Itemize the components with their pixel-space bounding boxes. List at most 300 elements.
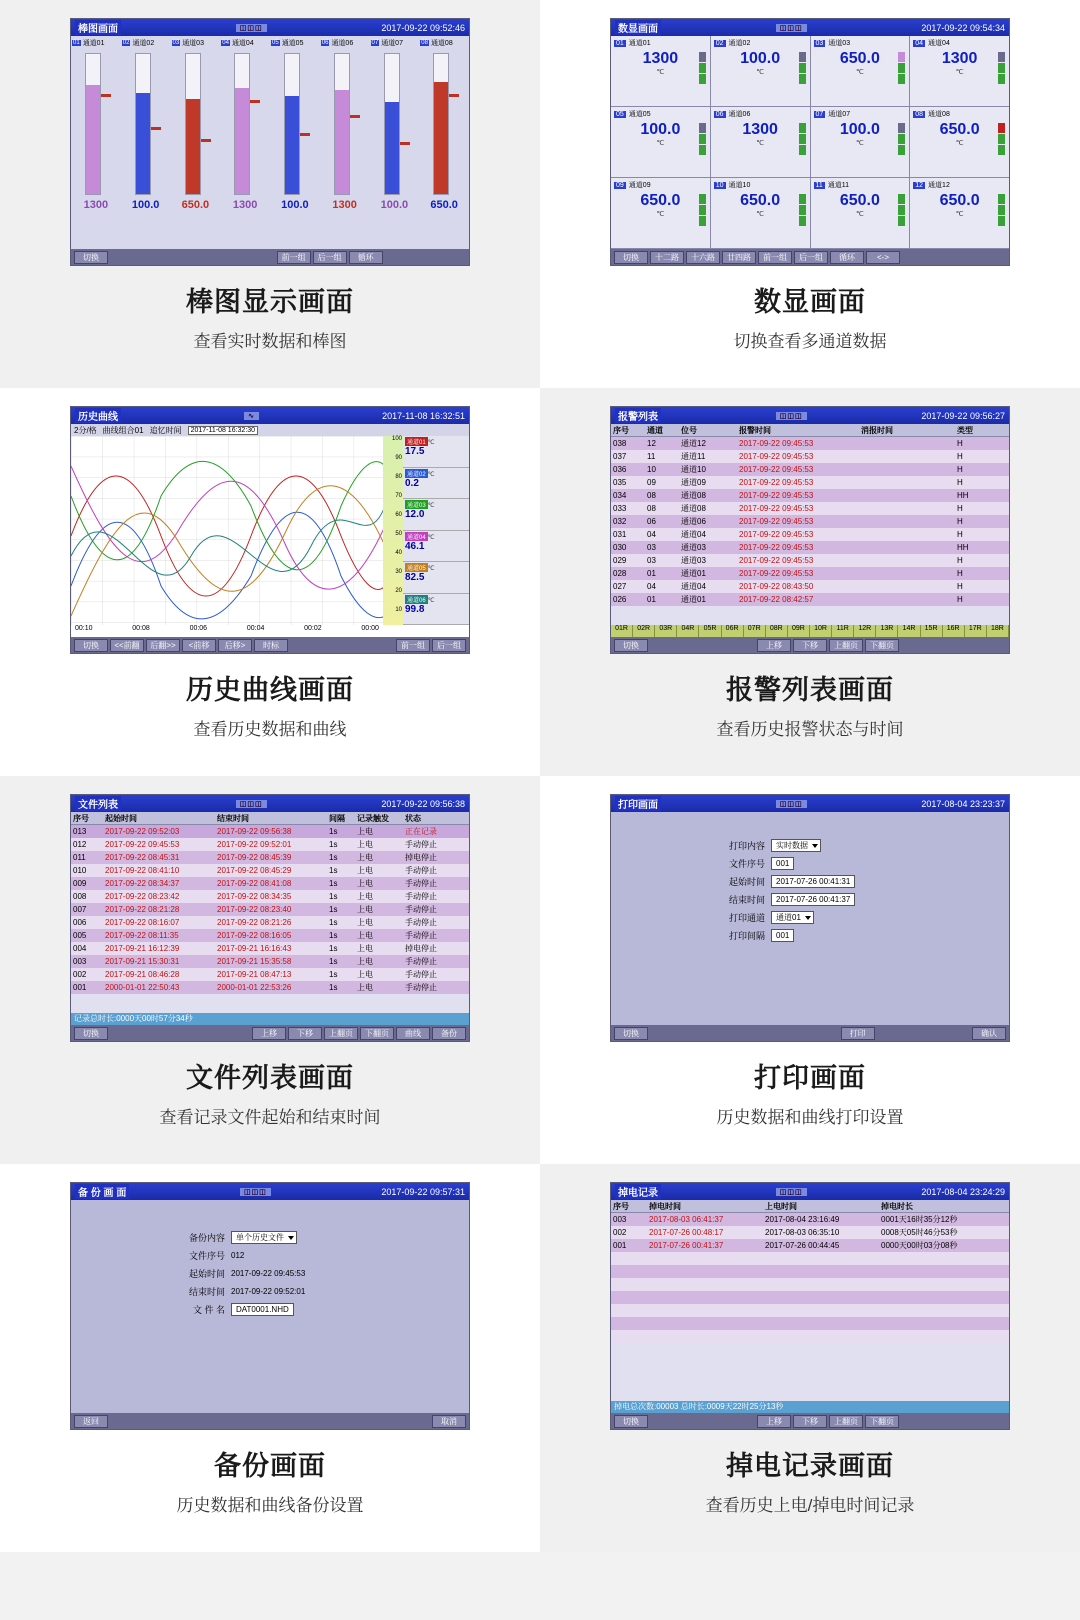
bottom-button-1[interactable]: 切换 <box>614 251 648 264</box>
bar-track <box>433 53 449 195</box>
table-cell: 2017-09-22 09:45:53 <box>739 439 814 448</box>
channel-name: 通道04 <box>231 39 254 47</box>
channel-values <box>71 199 469 215</box>
table-row[interactable] <box>611 450 1009 463</box>
bottom-button-6[interactable]: 后一组 <box>794 251 828 264</box>
table-row[interactable] <box>611 580 1009 593</box>
channel-name: 通道06 <box>728 111 751 118</box>
signal-icon: ◫◫◫ <box>776 412 807 420</box>
table-cell: 003 <box>613 1215 627 1224</box>
scale-tick: 90 <box>395 455 402 461</box>
table-row[interactable] <box>71 877 469 890</box>
form-value[interactable]: 2017-07-26 00:41:31 <box>771 875 855 888</box>
table-row[interactable] <box>71 851 469 864</box>
form-value[interactable]: 001 <box>771 857 794 870</box>
bottom-button-1[interactable]: 返回 <box>74 1415 108 1428</box>
table-cell: 通道12 <box>681 439 706 448</box>
table-row[interactable] <box>611 541 1009 554</box>
channel-unit: ℃ <box>656 140 665 147</box>
bottom-button-4[interactable]: 前一组 <box>277 251 311 264</box>
table-cell: 011 <box>73 853 86 862</box>
legend-value: 46.1 <box>405 540 425 552</box>
table-cell: 2017-09-22 08:11:35 <box>105 931 179 940</box>
form-value[interactable]: 2017-07-26 00:41:37 <box>771 893 855 906</box>
datetime: 2017-09-22 09:52:46 <box>381 22 465 33</box>
table-cell: 2017-09-22 09:45:53 <box>739 465 814 474</box>
table-row[interactable] <box>611 489 1009 502</box>
form-label: 备份内容 <box>188 1233 225 1243</box>
channel-number: 03 <box>815 39 824 47</box>
table-row[interactable] <box>611 502 1009 515</box>
screen-title: 历史曲线 <box>75 408 121 423</box>
table-cell: 2017-09-22 08:34:37 <box>105 879 180 888</box>
table-row-empty <box>611 1330 1009 1343</box>
table-cell: 通道03 <box>681 543 706 552</box>
table-cell: 03 <box>647 556 656 565</box>
legend-item[interactable] <box>403 531 469 563</box>
table-cell: 002 <box>73 970 87 979</box>
channel-name: 通道02 <box>728 40 751 47</box>
page-tab[interactable]: 15R <box>921 625 943 637</box>
channel-name: 通道07 <box>828 111 851 118</box>
table-cell: 002 <box>613 1228 627 1237</box>
form-value: 012 <box>231 1251 245 1260</box>
titlebar <box>611 1183 1009 1200</box>
table-cell: 007 <box>73 905 87 914</box>
button-bar[interactable] <box>71 1025 469 1041</box>
level-indicator <box>898 194 905 226</box>
column-header: 起始时间 <box>105 813 137 823</box>
bottom-button-4[interactable]: 下移 <box>288 1027 322 1040</box>
channel-name: 通道05 <box>281 39 304 47</box>
table-cell: 1s <box>329 970 338 979</box>
bar-setpoint-marker <box>400 142 410 145</box>
table-cell: 2017-09-22 08:16:07 <box>105 918 180 927</box>
table-cell: 2017-09-22 09:52:01 <box>217 840 292 849</box>
legend-value: 17.5 <box>405 446 425 457</box>
table-cell: 2017-09-22 09:45:53 <box>739 517 814 526</box>
bottom-button-5[interactable]: 前一组 <box>758 251 792 264</box>
page-tab[interactable]: 17R <box>965 625 987 637</box>
table-row[interactable] <box>611 476 1009 489</box>
digital-cell[interactable] <box>910 36 1009 106</box>
table-cell: 1s <box>329 918 338 927</box>
form-label: 文件序号 <box>188 1251 225 1261</box>
caption-subtitle: 历史数据和曲线备份设置 <box>176 1496 364 1515</box>
channel-number: 08 <box>915 110 924 118</box>
table-cell: 2017-09-21 15:35:58 <box>217 957 292 966</box>
digital-cell[interactable] <box>611 178 711 248</box>
bottom-button-4[interactable]: 下移 <box>793 639 827 652</box>
button-bar[interactable] <box>71 249 469 265</box>
cell-header <box>913 109 1006 119</box>
button-bar[interactable] <box>611 637 1009 653</box>
scale-tick: 40 <box>395 550 402 556</box>
table-cell: 2017-07-26 00:48:17 <box>649 1228 724 1237</box>
bottom-button-5[interactable]: 后移> <box>218 639 252 652</box>
channel-number: 01 <box>73 39 80 46</box>
page-tab[interactable]: 12R <box>854 625 876 637</box>
legend-item[interactable] <box>403 468 469 500</box>
bottom-button-5[interactable]: 上翻页 <box>829 639 863 652</box>
bottom-button-4[interactable]: 打印 <box>841 1027 875 1040</box>
screen-print <box>610 794 1010 1042</box>
digital-cell[interactable] <box>611 107 711 177</box>
button-bar[interactable] <box>71 1413 469 1429</box>
scale-tick: 100 <box>391 436 402 442</box>
table-cell: 012 <box>73 840 87 849</box>
bottom-button-6[interactable]: 下翻页 <box>360 1027 394 1040</box>
digital-cell[interactable] <box>711 36 811 106</box>
table-row[interactable] <box>71 981 469 994</box>
caption-subtitle: 查看历史数据和曲线 <box>193 720 347 739</box>
table-row[interactable] <box>71 942 469 955</box>
table-cell: 1s <box>329 905 338 914</box>
channel-name: 通道12 <box>928 182 950 189</box>
channel-number: 06 <box>321 39 329 46</box>
form-value[interactable]: 单个历史文件 <box>231 1231 297 1244</box>
bar-area <box>71 49 469 199</box>
legend-item[interactable] <box>403 594 469 626</box>
bottom-button-5[interactable]: 后一组 <box>313 251 347 264</box>
bottom-button-3[interactable]: 上移 <box>757 639 791 652</box>
table-cell: H <box>957 439 963 448</box>
table-row[interactable] <box>611 463 1009 476</box>
level-indicator <box>998 123 1005 155</box>
table-cell: 手动停止 <box>405 957 437 966</box>
level-indicator <box>699 194 706 226</box>
button-bar[interactable] <box>71 637 469 653</box>
caption <box>540 280 1080 352</box>
table-cell: 2000-01-01 22:53:26 <box>217 983 292 992</box>
form-value[interactable]: 通道01 <box>771 911 814 924</box>
page-tab[interactable]: 18R <box>987 625 1009 637</box>
bar-fill <box>86 85 100 194</box>
titlebar <box>611 407 1009 424</box>
bottom-button-1[interactable]: 切换 <box>614 1415 648 1428</box>
bottom-button-3[interactable]: 后翻>> <box>146 639 180 652</box>
caption-subtitle: 查看记录文件起始和结束时间 <box>159 1108 381 1127</box>
table-row[interactable] <box>611 515 1009 528</box>
scale-tick: 20 <box>395 588 402 594</box>
screen-digital-display <box>610 18 1010 266</box>
page-tab[interactable]: 09R <box>788 625 810 637</box>
page-tab[interactable]: 05R <box>699 625 721 637</box>
curve-legend-panel <box>383 436 469 625</box>
bottom-button-6[interactable]: 确认 <box>972 1027 1006 1040</box>
form-label: 起始时间 <box>728 877 765 887</box>
screen-title: 棒图画面 <box>75 20 121 35</box>
form-value[interactable]: 001 <box>771 929 794 942</box>
table-row[interactable] <box>71 864 469 877</box>
form-row <box>163 1285 469 1298</box>
caption-title: 棒图显示画面 <box>186 287 354 317</box>
card-backup-screen <box>0 1164 540 1552</box>
digital-cell[interactable] <box>711 178 811 248</box>
column-header: 通道 <box>647 425 663 435</box>
form-value: 2017-09-22 09:52:01 <box>231 1287 306 1296</box>
signal-icon: ◫◫◫ <box>776 24 807 32</box>
bottom-button-1[interactable]: 切换 <box>74 639 108 652</box>
column-header: 掉电时长 <box>881 1201 913 1211</box>
column-header: 消报时间 <box>861 425 893 435</box>
bar-column <box>121 49 171 199</box>
table-cell: 2017-09-22 09:45:53 <box>739 491 814 500</box>
scale-tick: 80 <box>395 474 402 480</box>
table-row[interactable] <box>611 593 1009 606</box>
bottom-button-6[interactable]: 时标 <box>254 639 288 652</box>
page-tabs[interactable] <box>611 625 1009 637</box>
table-cell: 手动停止 <box>405 905 437 914</box>
table-row[interactable] <box>611 437 1009 450</box>
page-tab[interactable]: 10R <box>810 625 832 637</box>
table-cell: HH <box>957 491 969 500</box>
table-row[interactable] <box>611 554 1009 567</box>
titlebar <box>611 19 1009 36</box>
x-tick: 00:06 <box>189 625 208 632</box>
table-cell: 001 <box>73 983 87 992</box>
bottom-button-6[interactable]: 下翻页 <box>865 1415 899 1428</box>
legend-item[interactable] <box>403 436 469 468</box>
table-cell: 通道04 <box>681 582 706 591</box>
digital-cell[interactable] <box>711 107 811 177</box>
digital-cell[interactable] <box>811 107 911 177</box>
bar-track <box>135 53 151 195</box>
table-row[interactable] <box>611 528 1009 541</box>
bar-fill <box>385 102 399 194</box>
column-header: 序号 <box>613 425 629 435</box>
table-row[interactable] <box>71 890 469 903</box>
table-cell: H <box>957 582 963 591</box>
digital-cell[interactable] <box>811 178 911 248</box>
table-header <box>611 1200 1009 1213</box>
bar-fill <box>285 96 299 194</box>
table-cell: 2017-09-22 08:23:40 <box>217 905 292 914</box>
page-tab[interactable]: 13R <box>876 625 898 637</box>
page-tab[interactable]: 07R <box>744 625 766 637</box>
table-cell: 12 <box>647 439 656 448</box>
table-cell: 11 <box>647 452 656 461</box>
bottom-button-7[interactable]: 循环 <box>830 251 864 264</box>
channel-number: 05 <box>616 110 624 118</box>
table-cell: 2017-09-21 08:47:13 <box>217 970 292 979</box>
legend-item[interactable] <box>403 562 469 594</box>
table-cell: 038 <box>613 439 627 448</box>
table-cell: 2017-09-22 08:16:05 <box>217 931 292 940</box>
bottom-button-1[interactable]: 切换 <box>614 639 648 652</box>
table-cell: 03 <box>647 543 656 552</box>
legend-unit: ℃ <box>427 471 435 478</box>
screen-title: 文件列表 <box>75 796 121 811</box>
titlebar <box>71 1183 469 1200</box>
bottom-button-8[interactable]: 备份 <box>432 1027 466 1040</box>
channel-name: 通道02 <box>132 39 155 47</box>
level-indicator <box>699 123 706 155</box>
table-cell: 06 <box>647 517 656 526</box>
channel-value: 650.0 <box>640 192 681 209</box>
bar-column <box>220 49 270 199</box>
x-tick: 00:00 <box>361 625 379 632</box>
table-row[interactable] <box>71 903 469 916</box>
table-row[interactable] <box>611 1226 1009 1239</box>
form-value: 2017-09-22 09:45:53 <box>231 1269 306 1278</box>
bottom-button-3[interactable]: 上移 <box>757 1415 791 1428</box>
table-row[interactable] <box>71 955 469 968</box>
form-row <box>163 1303 469 1316</box>
column-header: 报警时间 <box>739 425 771 435</box>
channel-number: 04 <box>222 39 229 46</box>
bottom-button-6[interactable]: 下翻页 <box>865 639 899 652</box>
table-cell: 08 <box>647 491 656 500</box>
recall-time-field[interactable]: 2017-11-08 16:32:30 <box>188 426 258 435</box>
table-row[interactable] <box>71 838 469 851</box>
legend-unit: ℃ <box>427 566 435 572</box>
digital-cell[interactable] <box>611 36 711 106</box>
table-cell: 008 <box>73 892 87 901</box>
bottom-button-1[interactable]: 切换 <box>74 251 108 264</box>
bottom-button-4[interactable]: 廿四路 <box>722 251 756 264</box>
table-cell: 上电 <box>357 892 373 901</box>
bottom-button-4[interactable]: 下移 <box>793 1415 827 1428</box>
table-cell: 037 <box>613 452 627 461</box>
bar-track <box>185 53 201 195</box>
table-cell: 上电 <box>357 840 373 849</box>
datetime: 2017-09-22 09:54:34 <box>921 22 1005 33</box>
x-tick: 00:08 <box>132 625 150 632</box>
table-cell: 2017-09-22 09:45:53 <box>739 504 814 513</box>
bottom-button-2[interactable]: 十二路 <box>650 251 684 264</box>
bottom-button-1[interactable]: 切换 <box>614 1027 648 1040</box>
table-cell: 2017-08-04 23:16:49 <box>765 1215 840 1224</box>
bottom-button-6[interactable]: 取消 <box>432 1415 466 1428</box>
bottom-button-5[interactable]: 上翻页 <box>829 1415 863 1428</box>
table-cell: 2017-09-22 08:45:29 <box>217 866 292 875</box>
bottom-button-1[interactable]: 切换 <box>74 1027 108 1040</box>
bottom-button-8[interactable]: <-> <box>866 251 900 264</box>
bar-fill <box>186 99 200 194</box>
card-digital-display <box>540 0 1080 388</box>
page-tab[interactable]: 08R <box>766 625 788 637</box>
cell-header <box>913 180 1006 190</box>
x-tick: 00:04 <box>246 625 265 632</box>
bar-track <box>334 53 350 195</box>
channel-number: 02 <box>122 39 130 46</box>
bar-column <box>370 49 420 199</box>
bottom-button-2[interactable]: <<前翻 <box>110 639 144 652</box>
button-bar[interactable] <box>611 1025 1009 1041</box>
screen-bar-graph <box>70 18 470 266</box>
table-cell: 掉电停止 <box>405 853 437 862</box>
button-bar[interactable] <box>611 249 1009 265</box>
digital-body <box>611 36 1009 249</box>
page-tab[interactable]: 14R <box>898 625 920 637</box>
page-tab[interactable]: 06R <box>722 625 744 637</box>
channel-name: 通道03 <box>828 40 851 47</box>
channel-unit: ℃ <box>656 69 665 76</box>
bar-channel-header <box>270 36 320 49</box>
level-indicator <box>799 123 806 155</box>
bar-setpoint-marker <box>101 94 111 97</box>
page-tab[interactable]: 02R <box>633 625 655 637</box>
page-tab[interactable]: 04R <box>677 625 699 637</box>
page-tab[interactable]: 11R <box>832 625 854 637</box>
bottom-button-3[interactable]: 十六路 <box>686 251 720 264</box>
form-label: 起始时间 <box>188 1269 225 1279</box>
table-row[interactable] <box>611 1239 1009 1252</box>
level-indicator <box>998 194 1005 226</box>
form-label: 打印内容 <box>728 841 765 851</box>
bar-column <box>270 49 320 199</box>
column-header: 间隔 <box>329 813 345 823</box>
digital-cell[interactable] <box>910 178 1009 248</box>
form-row <box>163 1231 469 1244</box>
form-value[interactable]: 实时数据 <box>771 839 821 852</box>
page-tab[interactable]: 01R <box>611 625 633 637</box>
bottom-button-3[interactable]: 上移 <box>252 1027 286 1040</box>
channel-number: 07 <box>371 39 379 46</box>
caption-title: 文件列表画面 <box>186 1063 354 1093</box>
level-indicator <box>998 52 1005 84</box>
page-tab[interactable]: 03R <box>655 625 677 637</box>
table-row[interactable] <box>71 968 469 981</box>
table-rows <box>611 437 1009 606</box>
screen-file-list <box>70 794 470 1042</box>
legend-name: 通道05 <box>405 563 428 572</box>
digital-cell[interactable] <box>910 107 1009 177</box>
bottom-button-6[interactable]: 循环 <box>349 251 383 264</box>
table-row[interactable] <box>71 825 469 838</box>
bottom-button-8[interactable]: 前一组 <box>396 639 430 652</box>
table-cell: 上电 <box>357 931 373 940</box>
table-cell: 2017-09-22 08:45:31 <box>105 853 180 862</box>
button-bar[interactable] <box>611 1413 1009 1429</box>
table-row[interactable] <box>611 567 1009 580</box>
page-tab[interactable]: 16R <box>943 625 965 637</box>
bottom-button-5[interactable]: 上翻页 <box>324 1027 358 1040</box>
table-row[interactable] <box>71 929 469 942</box>
table-cell: 04 <box>647 582 656 591</box>
table-rows <box>71 825 469 994</box>
table-cell: 手动停止 <box>405 970 437 979</box>
channel-name: 通道10 <box>728 182 751 189</box>
table-cell: 032 <box>613 517 627 526</box>
curve-xaxis <box>71 625 383 637</box>
bar-channel-header <box>71 36 121 49</box>
table-cell: 033 <box>613 504 627 513</box>
legend-name: 通道02 <box>405 469 428 478</box>
bottom-button-9[interactable]: 后一组 <box>432 639 466 652</box>
bar-fill <box>434 82 448 194</box>
table-cell: 08 <box>647 504 656 513</box>
table-row[interactable] <box>611 1213 1009 1226</box>
table-row[interactable] <box>71 916 469 929</box>
table-cell: H <box>957 452 963 461</box>
bottom-button-4[interactable]: <前移 <box>182 639 216 652</box>
form-row <box>703 839 1009 852</box>
table-cell: 2017-09-22 08:21:28 <box>105 905 180 914</box>
channel-unit: ℃ <box>955 140 964 147</box>
form-row <box>703 893 1009 906</box>
card-bar-graph <box>0 0 540 388</box>
table-cell: 013 <box>73 827 87 836</box>
channel-value: 650.0 <box>939 121 980 138</box>
table-cell: 04 <box>647 530 656 539</box>
legend-item[interactable] <box>403 499 469 531</box>
screen-title: 掉电记录 <box>615 1184 661 1199</box>
digital-cell[interactable] <box>811 36 911 106</box>
form-value[interactable]: DAT0001.NHD <box>231 1303 294 1316</box>
bottom-button-7[interactable]: 曲线 <box>396 1027 430 1040</box>
